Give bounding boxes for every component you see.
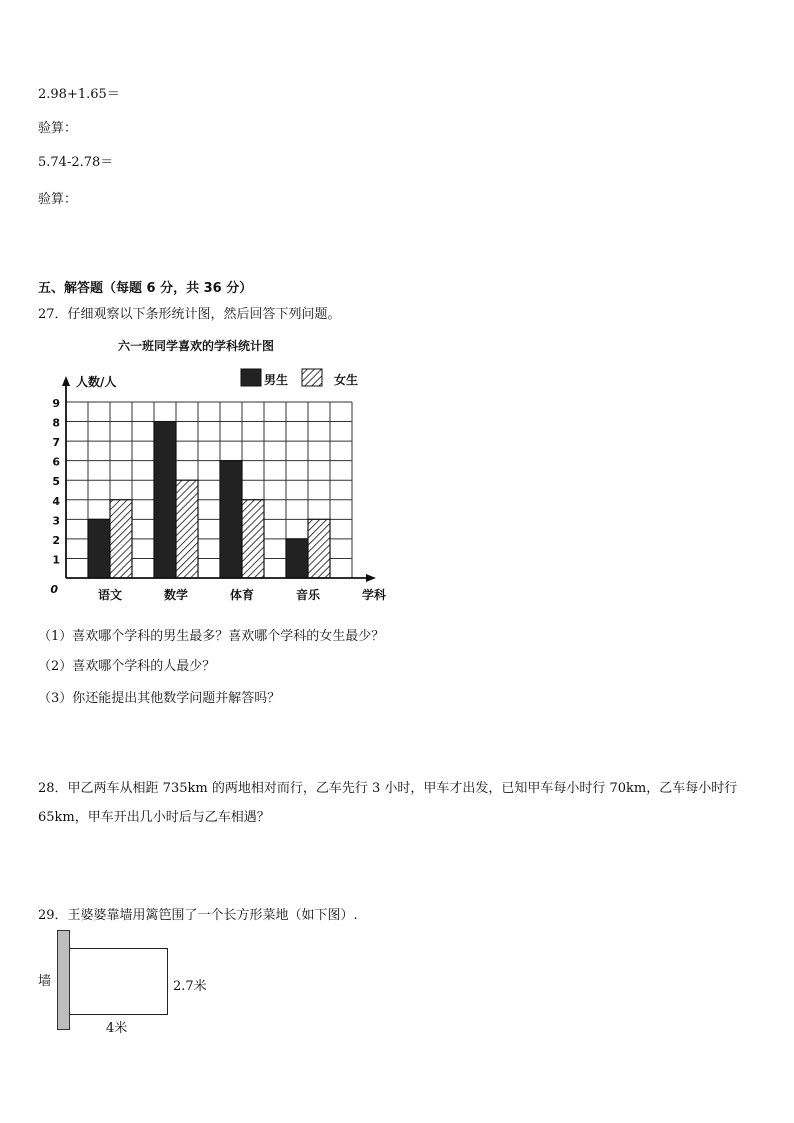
bar-chart xyxy=(52,334,397,606)
bar-boy-音乐 xyxy=(286,539,308,578)
check-label-1: 验算： xyxy=(38,121,78,136)
garden-rectangle xyxy=(69,948,168,1015)
legend-label-boy: 男生 xyxy=(264,373,289,387)
expr-2: 5.74-2.78＝ xyxy=(38,155,114,170)
y-tick-label: 5 xyxy=(52,475,60,489)
bar-boy-体育 xyxy=(220,461,242,578)
expr-1: 2.98+1.65＝ xyxy=(38,87,120,102)
y-tick-label: 7 xyxy=(52,436,60,450)
x-axis-label: 学科 xyxy=(361,588,387,602)
bar-girl-体育 xyxy=(242,500,264,578)
y-tick-label: 3 xyxy=(52,514,60,528)
width-label: 2.7米 xyxy=(173,979,207,994)
origin-label: 0 xyxy=(50,583,58,596)
garden-figure xyxy=(38,930,238,1040)
bar-boy-数学 xyxy=(154,422,176,578)
check-label-2: 验算： xyxy=(38,192,78,207)
bar-girl-音乐 xyxy=(308,519,330,578)
y-tick-label: 2 xyxy=(52,533,60,547)
q27-sub3: （3）你还能提出其他数学问题并解答吗？ xyxy=(38,691,281,706)
q27-sub2: （2）喜欢哪个学科的人最少？ xyxy=(38,659,216,674)
legend-swatch-girl xyxy=(302,369,322,386)
x-tick-label: 体育 xyxy=(229,588,255,602)
chart-title: 六一班同学喜欢的学科统计图 xyxy=(117,339,275,353)
x-tick-label: 数学 xyxy=(163,588,189,602)
y-tick-label: 8 xyxy=(52,416,60,430)
y-tick-label: 1 xyxy=(52,553,60,567)
x-tick-label: 音乐 xyxy=(295,588,321,602)
bar-boy-语文 xyxy=(88,519,110,578)
q27-prompt: 27．仔细观察以下条形统计图，然后回答下列问题。 xyxy=(38,307,341,322)
section-title: 五、解答题（每题 6 分，共 36 分） xyxy=(38,281,253,296)
y-tick-label: 9 xyxy=(52,397,60,410)
q28-text: 28．甲乙两车从相距 735km 的两地相对而行，乙车先行 3 小时，甲车才出发，已知甲车每小时行 70km，乙车每小时行 65km，甲车开出几小时后与乙车相遇？ xyxy=(38,781,738,825)
wall-label: 墙 xyxy=(38,974,52,989)
y-axis-arrow xyxy=(62,376,70,386)
bar-girl-数学 xyxy=(176,480,198,578)
bar-girl-语文 xyxy=(110,500,132,578)
legend-swatch-boy xyxy=(241,369,261,386)
x-axis-arrow xyxy=(366,574,376,582)
y-axis-label: 人数/人 xyxy=(76,375,117,389)
x-tick-label: 语文 xyxy=(97,588,123,602)
length-label: 4米 xyxy=(106,1021,128,1036)
q29-prompt: 29．王婆婆靠墙用篱笆围了一个长方形菜地（如下图）. xyxy=(38,908,358,923)
q27-sub1: （1）喜欢哪个学科的男生最多？喜欢哪个学科的女生最少？ xyxy=(38,629,385,644)
legend-label-girl: 女生 xyxy=(334,373,359,387)
y-tick-label: 6 xyxy=(52,455,60,469)
y-tick-label: 4 xyxy=(52,494,60,508)
